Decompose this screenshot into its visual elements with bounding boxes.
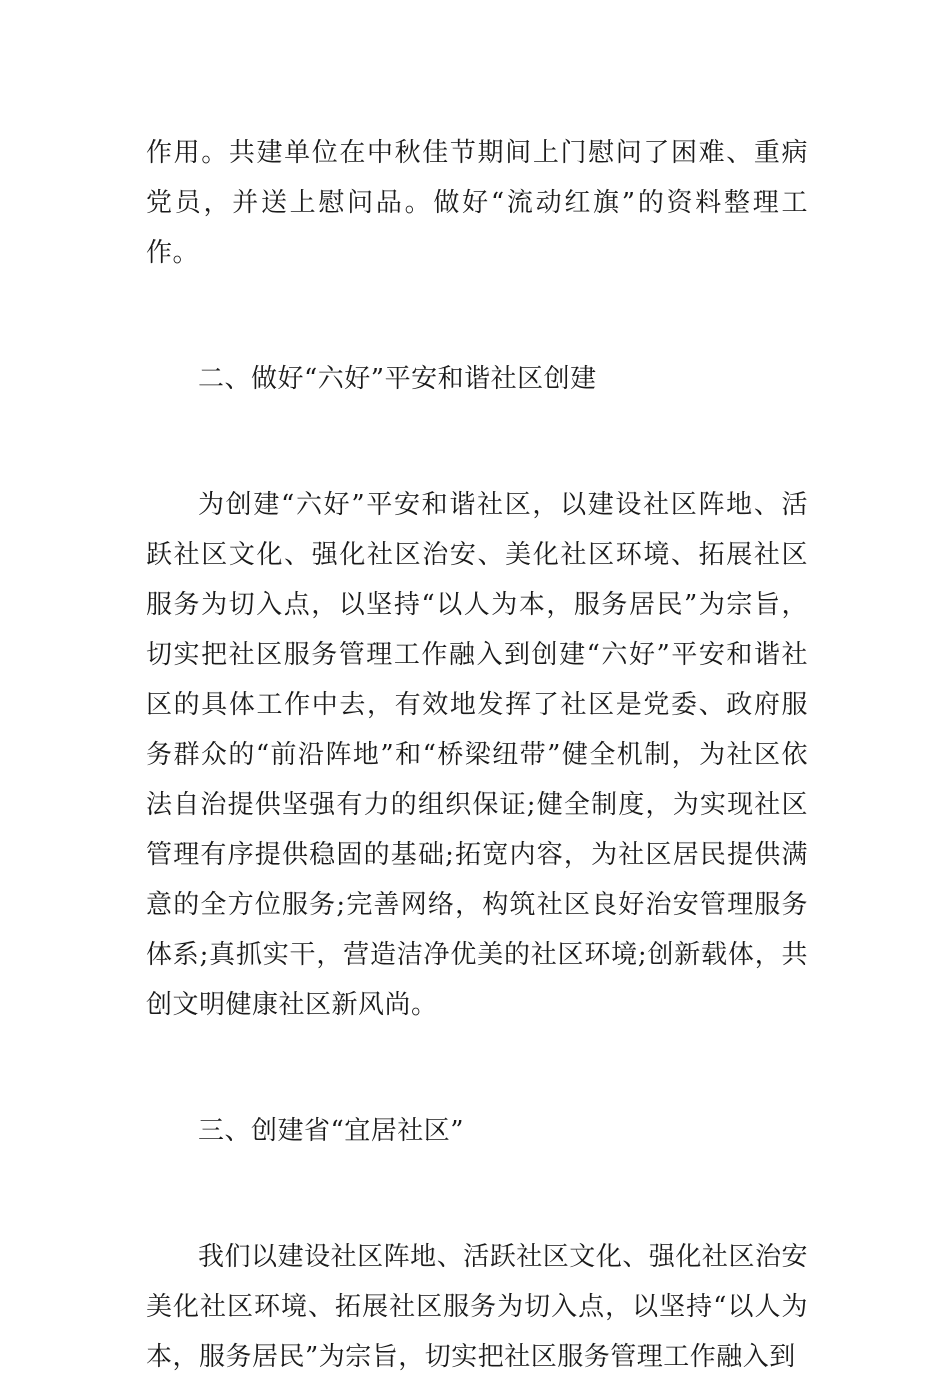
paragraph-spacer xyxy=(146,1156,808,1232)
document-page xyxy=(146,128,808,1382)
paragraph-six-good-community: 为创建“六好”平安和谐社区，以建设社区阵地、活跃社区文化、强化社区治安、美化社区环境、拓展社区服务为切入点，以坚持“以人为本，服务居民”为宗旨，切实把社区服务管理工作融入到创建“六好”平安和谐社区的具体工作中去，有效地发挥了社区是党委、政府服务群众的“前沿阵地”和“桥梁纽带”健全机制，为社区依法自治提供坚强有力的组织保证;健全制度，为实现社区管理有序提供稳固的基础;拓宽内容，为社区居民提供满意的全方位服务;完善网络，构筑社区良好治安管理服务体系;真抓实干，营造洁净优美的社区环境;创新载体，共创文明健康社区新风尚。 xyxy=(146,490,808,1020)
paragraph-spacer xyxy=(146,1030,808,1106)
paragraph-livable-community: 我们以建设社区阵地、活跃社区文化、强化社区治安美化社区环境、拓展社区服务为切入点，以坚持“以人为本，服务居民”为宗旨，切实把社区服务管理工作融入到 xyxy=(146,1242,808,1372)
paragraph-continuation: 作用。共建单位在中秋佳节期间上门慰问了困难、重病党员，并送上慰问品。做好“流动红旗”的资料整理工作。 xyxy=(146,138,808,268)
section-heading-two: 二、做好“六好”平安和谐社区创建 xyxy=(198,364,597,394)
section-heading-three: 三、创建省“宜居社区” xyxy=(198,1116,465,1146)
paragraph-spacer xyxy=(146,278,808,354)
paragraph-spacer xyxy=(146,404,808,480)
